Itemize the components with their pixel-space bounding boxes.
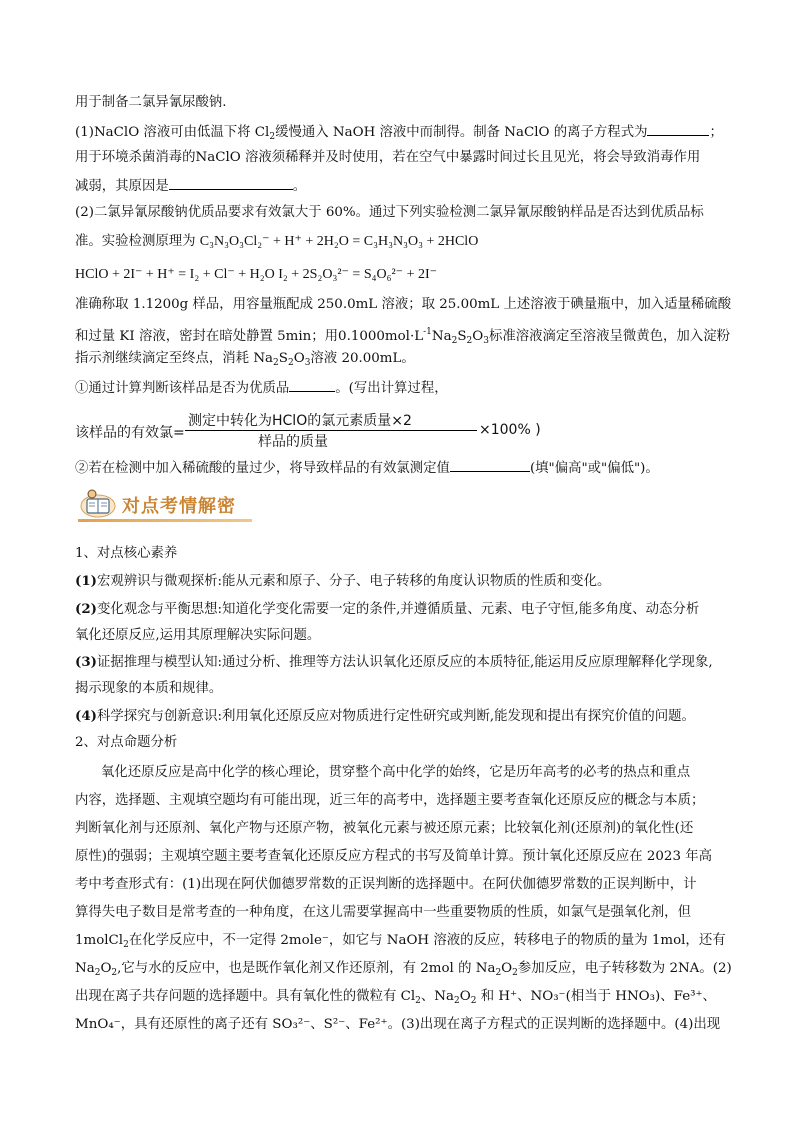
analysis-line: 算得失电子数目是常考查的一种角度，在这儿需要掌握高中一些重要物质的性质，如氯气是强氧化剂，但 bbox=[75, 905, 691, 920]
text-line: 和过量 KI 溶液，密封在暗处静置 5min；用$0.1000mol\cdot L^{-1}Na_2S_2O_3$标准溶液滴定至溶液呈微黄色，加入淀粉 bbox=[75, 327, 730, 346]
answer-blank-equation[interactable] bbox=[647, 122, 709, 136]
equation-2: HClO + 2I⁻ + H⁺ = I₂ + Cl⁻ + H₂O I₂ + 2S₂O₃²⁻ = S₄O₆²⁻ + 2I⁻ bbox=[75, 267, 438, 282]
literacy-item-2: (2)变化观念与平衡思想:知道化学变化需要一定的条件,并遵循质量、元素、电子守恒,能多角度、动态分析 bbox=[75, 601, 700, 617]
fraction-bar bbox=[185, 430, 477, 431]
formula-numerator: 测定中转化为HClO的氯元素质量×2 bbox=[188, 413, 412, 429]
answer-blank-quality[interactable] bbox=[289, 378, 335, 392]
formula-left: 该样品的有效氯= bbox=[75, 425, 185, 441]
analysis-line: MnO₄⁻，具有还原性的离子还有 SO₃²⁻、S²⁻、Fe²⁺。(3)出现在离子方程式的正误判断的选择题中。(4)出现 bbox=[75, 1017, 721, 1032]
principle-line: 准。实验检测原理为 C₃N₃O₃Cl₂⁻ + H⁺ + 2H₂O = C₃H₃N₃O₃ + 2HClO bbox=[75, 234, 479, 249]
text-line: 指示剂继续滴定至终点，消耗 $Na_2S_2O_3$溶液 20.00mL。 bbox=[75, 351, 415, 368]
formula-right: ×100% ) bbox=[479, 422, 541, 438]
analysis-line: 判断氧化剂与还原剂、氧化产物与还原产物，被氧化元素与被还原元素；比较氧化剂(还原剂)的氧化性(还 bbox=[75, 821, 694, 836]
equation-1: C₃N₃O₃Cl₂⁻ + H⁺ + 2H₂O = C₃H₃N₃O₃ + 2HClO bbox=[199, 234, 479, 249]
sub-question-1: ①通过计算判断该样品是否为优质品 。(写出计算过程， bbox=[75, 378, 448, 398]
text-line: 揭示现象的本质和规律。 bbox=[75, 681, 223, 696]
teacher-book-icon bbox=[78, 486, 118, 520]
question-2-line: (2)二氯异氰尿酸钠优质品要求有效氯大于 60%。通过下列实验检测二氯异氰尿酸钠样品是否达到优质品标 bbox=[75, 205, 704, 220]
answer-blank-measurement[interactable] bbox=[450, 458, 530, 472]
text-line: 氧化还原反应,运用其原理解决实际问题。 bbox=[75, 628, 321, 643]
analysis-line: $Na_2O_2$,它与水的反应中，也是既作氧化剂又作还原剂，有 2mol 的 $Na_2O_2$参加反应，电子转移数为 2NA。(2) bbox=[75, 961, 732, 978]
literacy-item-4: (4)科学探究与创新意识:利用氧化还原反应对物质进行定性研究或判断,能发现和提出有探究价值的问题。 bbox=[75, 708, 695, 724]
question-1-line: (1)NaClO 溶液可由低温下将 $Cl_2$缓慢通入 NaOH 溶液中而制得。制备 NaClO 的离子方程式为 ； bbox=[75, 122, 723, 146]
sub-question-2: ②若在检测中加入稀硫酸的量过少，将导致样品的有效氯测定值 (填"偏高"或"偏低")。 bbox=[75, 458, 659, 478]
analysis-line: 出现在离子共存问题的选择题中。具有氧化性的微粒有 $Cl_2$、$Na_2O_2$ 和 H⁺、NO₃⁻(相当于 HNO₃)、Fe³⁺、 bbox=[75, 989, 716, 1006]
answer-blank-reason[interactable] bbox=[169, 176, 293, 190]
banner-title: 对点考情解密 bbox=[122, 496, 236, 517]
analysis-line: 氧化还原反应是高中化学的核心理论，贯穿整个高中化学的始终，它是历年高考的必考的热点和重点 bbox=[101, 765, 691, 780]
literacy-item-3: (3)证据推理与模型认知:通过分析、推理等方法认识氧化还原反应的本质特征,能运用反应原理解释化学现象, bbox=[75, 654, 713, 670]
text-line: 用于环境杀菌消毒的NaClO 溶液须稀释并及时使用，若在空气中暴露时间过长且见光，将会导致消毒作用 bbox=[75, 150, 701, 165]
analysis-line: 内容，选择题、主观填空题均有可能出现，近三年的高考中，选择题主要考查氧化还原反应的概念与本质； bbox=[75, 793, 705, 808]
text-line: 准确称取 1.1200g 样品，用容量瓶配成 250.0mL 溶液；取 25.00mL 上述溶液于碘量瓶中，加入适量稀硫酸 bbox=[75, 297, 732, 312]
literacy-item-1: (1)宏观辨识与微观探析:能从元素和原子、分子、电子转移的角度认识物质的性质和变化。 bbox=[75, 573, 611, 589]
section2-heading: 2、对点命题分析 bbox=[75, 735, 178, 750]
banner-underline bbox=[78, 519, 252, 522]
formula-denominator: 样品的质量 bbox=[258, 434, 328, 450]
section-banner bbox=[78, 486, 252, 522]
text-line: 用于制备二氯异氰尿酸钠. bbox=[75, 95, 227, 110]
analysis-line: 考中考查形式有：(1)出现在阿伏伽德罗常数的正误判断的选择题中。在阿伏伽德罗常数的正误判断中，计 bbox=[75, 877, 697, 892]
text-line: 减弱，其原因是 。 bbox=[75, 176, 306, 196]
analysis-line: 1molCl$_2$在化学反应中，不一定得 2mole⁻，如它与 NaOH 溶液的反应，转移电子的物质的量为 1mol，还有 bbox=[75, 933, 726, 950]
section1-heading: 1、对点核心素养 bbox=[75, 546, 178, 561]
analysis-line: 原性)的强弱；主观填空题主要考查氧化还原反应方程式的书写及简单计算。预计氧化还原反应在 2023 年高 bbox=[75, 849, 712, 864]
